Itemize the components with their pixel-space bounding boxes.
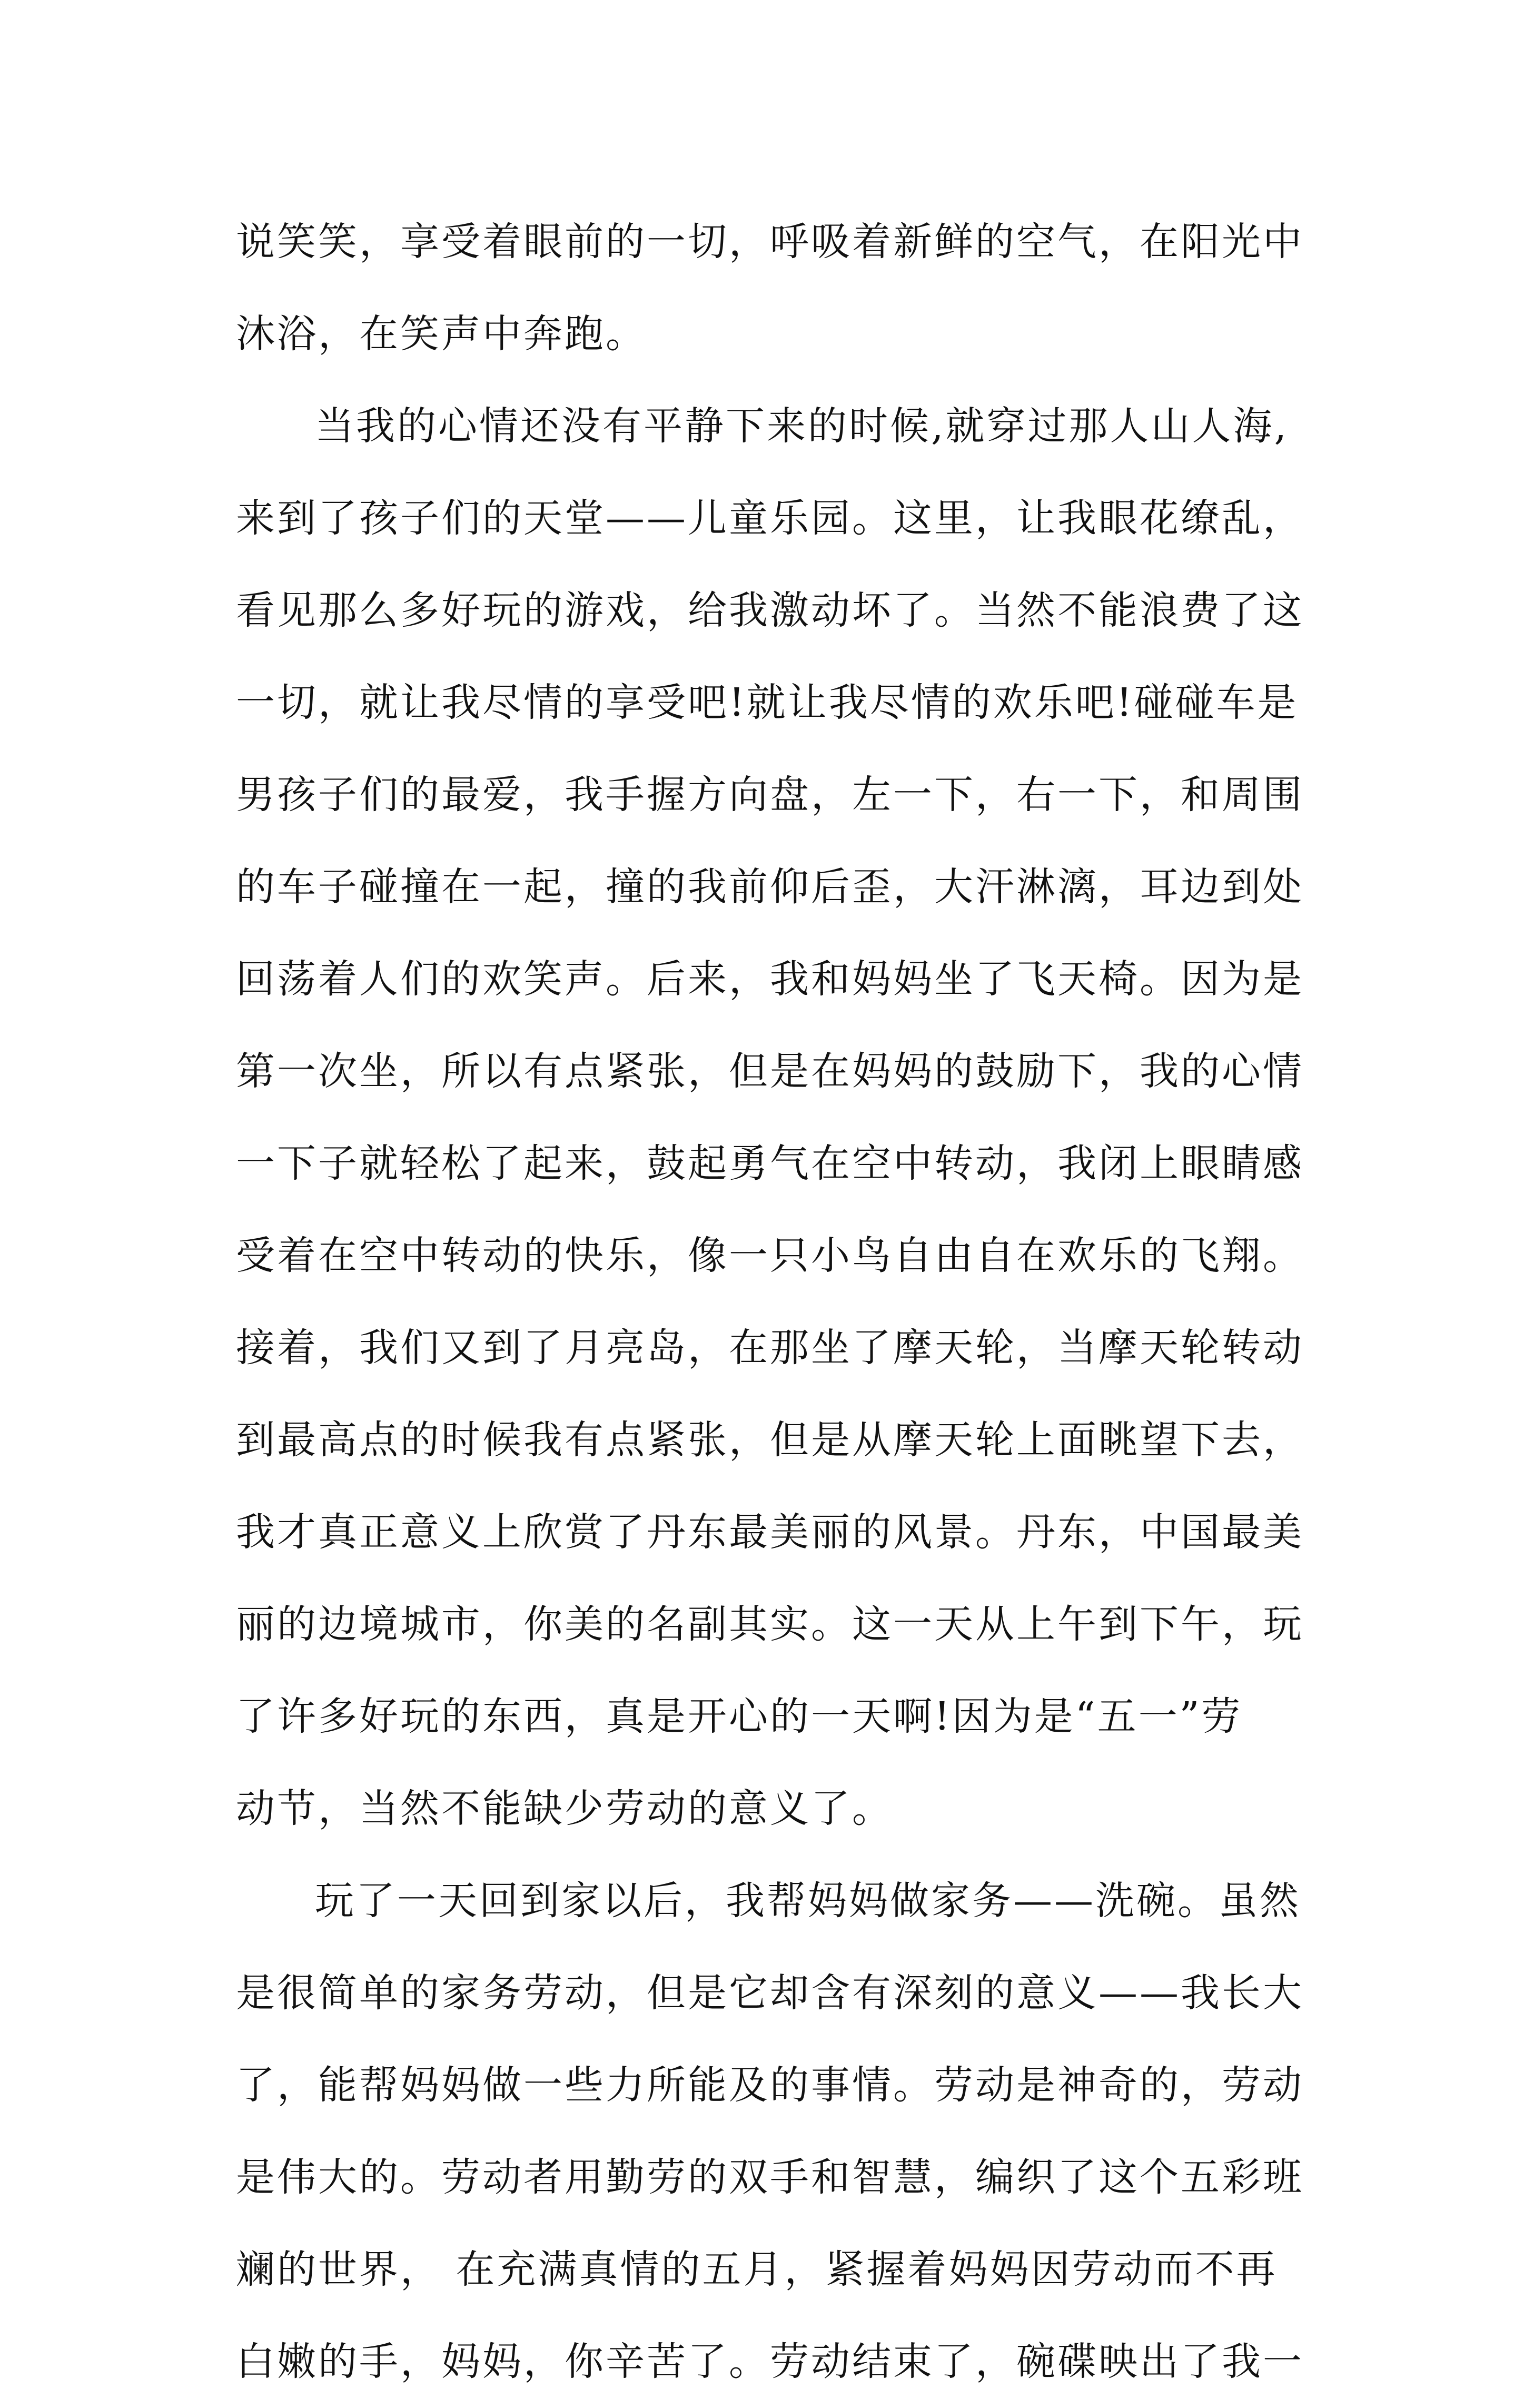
text-line: 受着在空中转动的快乐，像一只小鸟自由自在欢乐的飞翔。 [236,1233,1304,1278]
paragraph-start-line: 当我的心情还没有平静下来的时候,就穿过那人山人海, [315,403,1289,449]
text-line: 一切，就让我尽情的享受吧!就让我尽情的欢乐吧!碰碰车是 [236,680,1299,725]
text-line: 接着，我们又到了月亮岛，在那坐了摩天轮，当摩天轮转动 [236,1325,1304,1370]
text-line: 是伟大的。劳动者用勤劳的双手和智慧，编织了这个五彩班 [236,2155,1304,2200]
body-text [236,196,1352,2408]
text-line: 回荡着人们的欢笑声。后来，我和妈妈坐了飞天椅。因为是 [236,956,1304,1002]
text-line: 我才真正意义上欣赏了丹东最美丽的风景。丹东，中国最美 [236,1509,1304,1555]
text-line: 沐浴，在笑声中奔跑。 [236,311,647,357]
paragraph-start-line: 玩了一天回到家以后，我帮妈妈做家务——洗碗。虽然 [315,1878,1301,1923]
text-line: 丽的边境城市，你美的名副其实。这一天从上午到下午，玩 [236,1602,1304,1647]
text-line: 的车子碰撞在一起，撞的我前仰后歪，大汗淋漓，耳边到处 [236,864,1304,910]
text-line: 第一次坐，所以有点紧张，但是在妈妈的鼓励下，我的心情 [236,1049,1304,1094]
text-line: 是很简单的家务劳动，但是它却含有深刻的意义——我长大 [236,1970,1304,2016]
text-line: 了许多好玩的东西，真是开心的一天啊!因为是“五一”劳 [236,1694,1243,1739]
text-line: 斓的世界， 在充满真情的五月，紧握着妈妈因劳动而不再 [236,2247,1278,2292]
text-line: 说笑笑，享受着眼前的一切，呼吸着新鲜的空气，在阳光中 [236,219,1304,264]
text-line: 看见那么多好玩的游戏，给我激动坏了。当然不能浪费了这 [236,588,1304,633]
text-line: 来到了孩子们的天堂——儿童乐园。这里，让我眼花缭乱， [236,496,1304,541]
text-line: 一下子就轻松了起来，鼓起勇气在空中转动，我闭上眼睛感 [236,1141,1304,1186]
text-line: 白嫩的手，妈妈，你辛苦了。劳动结束了，碗碟映出了我一 [236,2339,1304,2384]
text-line: 了，能帮妈妈做一些力所能及的事情。劳动是神奇的，劳动 [236,2062,1304,2108]
text-line: 男孩子们的最爱，我手握方向盘，左一下，右一下，和周围 [236,772,1304,817]
text-line: 到最高点的时候我有点紧张，但是从摩天轮上面眺望下去， [236,1417,1304,1463]
text-line: 动节，当然不能缺少劳动的意义了。 [236,1786,893,1831]
